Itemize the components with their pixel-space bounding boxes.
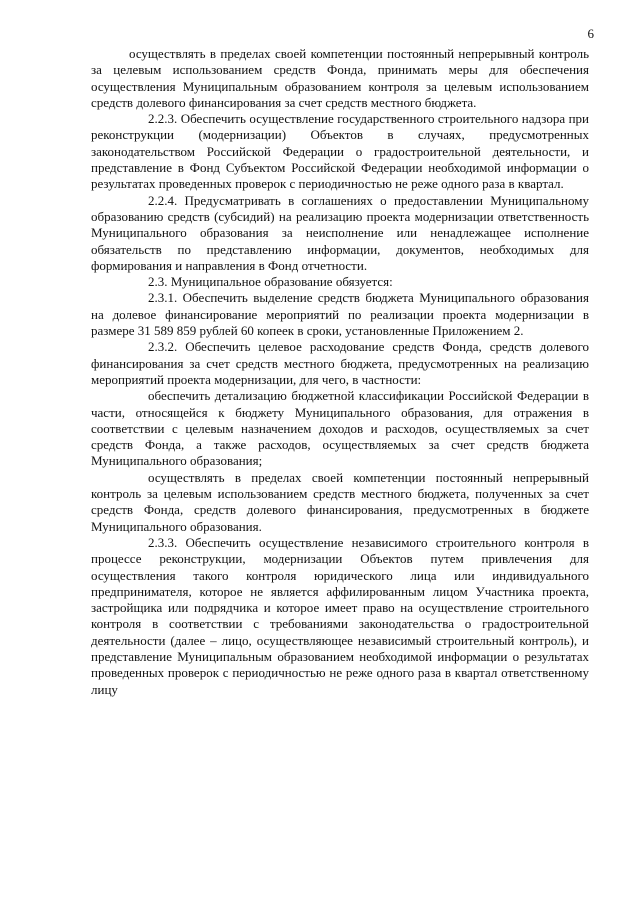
document-body [91, 46, 589, 698]
page-number: 6 [587, 26, 594, 41]
paragraph-2-3: 2.3. Муниципальное образование обязуется: [148, 274, 393, 290]
paragraph-2-3-2: 2.3.2. Обеспечить целевое расходование средств Фонда, средств долевого финансирования за счет средств местного бюджета, предусмотренных на реализацию мероприятий проекта модернизации, для чего, в частности: [91, 339, 589, 387]
paragraph-budget-classification: обеспечить детализацию бюджетной классификации Российской Федерации в части, относящейся к бюджету Муниципального образования, для отражения в соответствии с целевым назначением доходов и расходов, осуществляемых за счет средств Фонда, а также расходов, осуществляемых за счет средств бюджета Муниципального образования; [91, 388, 589, 469]
paragraph-local-budget-control: осуществлять в пределах своей компетенции постоянный непрерывный контроль за целевым использованием средств местного бюджета, полученных за счет средств Фонда, средств долевого финансирования, предусмотренных в бюджете Муниципального образования. [91, 469, 589, 534]
paragraph-continuation: осуществлять в пределах своей компетенции постоянный непрерывный контроль за целевым использованием средств Фонда, принимать меры для обеспечения осуществления Муниципальным образованием контроля за целевым использованием средств долевого финансирования за счет средств местного бюджета. [91, 46, 589, 110]
paragraph-2-3-3: 2.3.3. Обеспечить осуществление независимого строительного контроля в процессе реконструкции, модернизации Объектов путем привлечения для осуществления такого контроля юридического лица или индивидуального предпринимателя, которое не является аффилированным лицом Участника проекта, застройщика или подрядчика и которое имеет право на осуществление строительного контроля в соответствии с требованиями законодательства о градостроительной деятельности (далее – лицо, осуществляющее независимый строительный контроль), и представление Муниципальным образованием необходимой информации о результатах проведенных проверок с периодичностью не реже одного раза в квартал ответственному лицу [91, 534, 589, 697]
paragraph-2-3-1: 2.3.1. Обеспечить выделение средств бюджета Муниципального образования на долевое финансирование мероприятий по реализации проекта модернизации в размере 31 589 859 рублей 60 копеек в сроки, установленные Приложением 2. [91, 290, 589, 339]
paragraph-2-2-3: 2.2.3. Обеспечить осуществление государственного строительного надзора при реконструкции (модернизации) Объектов в случаях, предусмотренных законодательством Российской Федерации о градостроительной деятельности, и представление в Фонд Субъектом Российской Федерации необходимой информации о результатах проведенных проверок с периодичностью не реже одного раза в квартал. [91, 111, 589, 192]
paragraph-2-2-4: 2.2.4. Предусматривать в соглашениях о предоставлении Муниципальному образованию средств (субсидий) на реализацию проекта модернизации ответственность Муниципального образования за неисполнение или ненадлежащее исполнение обязательств по представлению информации, документов, необходимых для формирования и направления в Фонд отчетности. [91, 192, 589, 273]
